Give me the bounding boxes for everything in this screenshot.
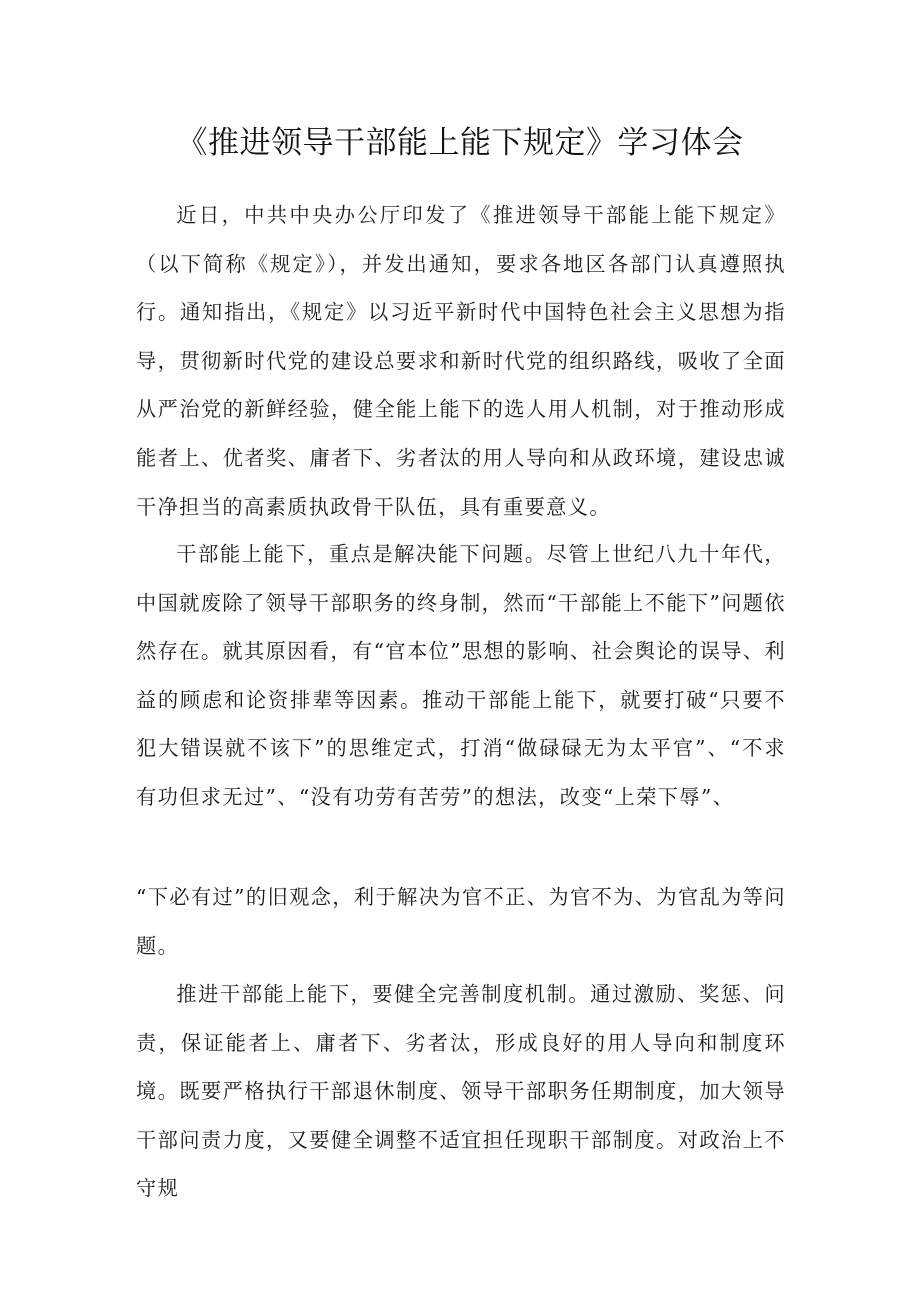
paragraph-intro: 近日，中共中央办公厅印发了《推进领导干部能上能下规定》（以下简称《规定》），并发出通知，要求各地区各部门认真遵照执行。通知指出，《规定》以习近平新时代中国特色社会主义思想为指导，贯彻新时代党的建设总要求和新时代党的组织路线，吸收了全面从严治党的新鲜经验，健全能上能下的选人用人机制，对于推动形成能者上、优者奖、庸者下、劣者汰的用人导向和从政环境，建设忠诚干净担当的高素质执政骨干队伍，具有重要意义。 xyxy=(136,203,786,519)
document-title: 《推进领导干部能上能下规定》学习体会 xyxy=(176,124,744,161)
paragraph-promotion-demotion: 干部能上能下，重点是解决能下问题。尽管上世纪八九十年代，中国就废除了领导干部职务的终身制，然而“干部能上不能下”问题依然存在。就其原因看，有“官本位”思想的影响、社会舆论的误导、利益的顾虑和论资排辈等因素。推动干部能上能下，就要打破“只要不犯大错误就不该下”的思维定式，打消“做碌碌无为太平官”、“不求有功但求无过”、“没有功劳有苦劳”的想法，改变“上荣下辱”、 xyxy=(136,542,786,809)
paragraph-continuation: “下必有过”的旧观念，利于解决为官不正、为官不为、为官乱为等问题。 xyxy=(136,885,786,958)
paragraph-system-mechanism: 推进干部能上能下，要健全完善制度机制。通过激励、奖惩、问责，保证能者上、庸者下、劣者汰，形成良好的用人导向和制度环境。既要严格执行干部退休制度、领导干部职务任期制度，加大领导干部问责力度，又要健全调整不适宜担任现职干部制度。对政治上不守规 xyxy=(136,982,786,1201)
